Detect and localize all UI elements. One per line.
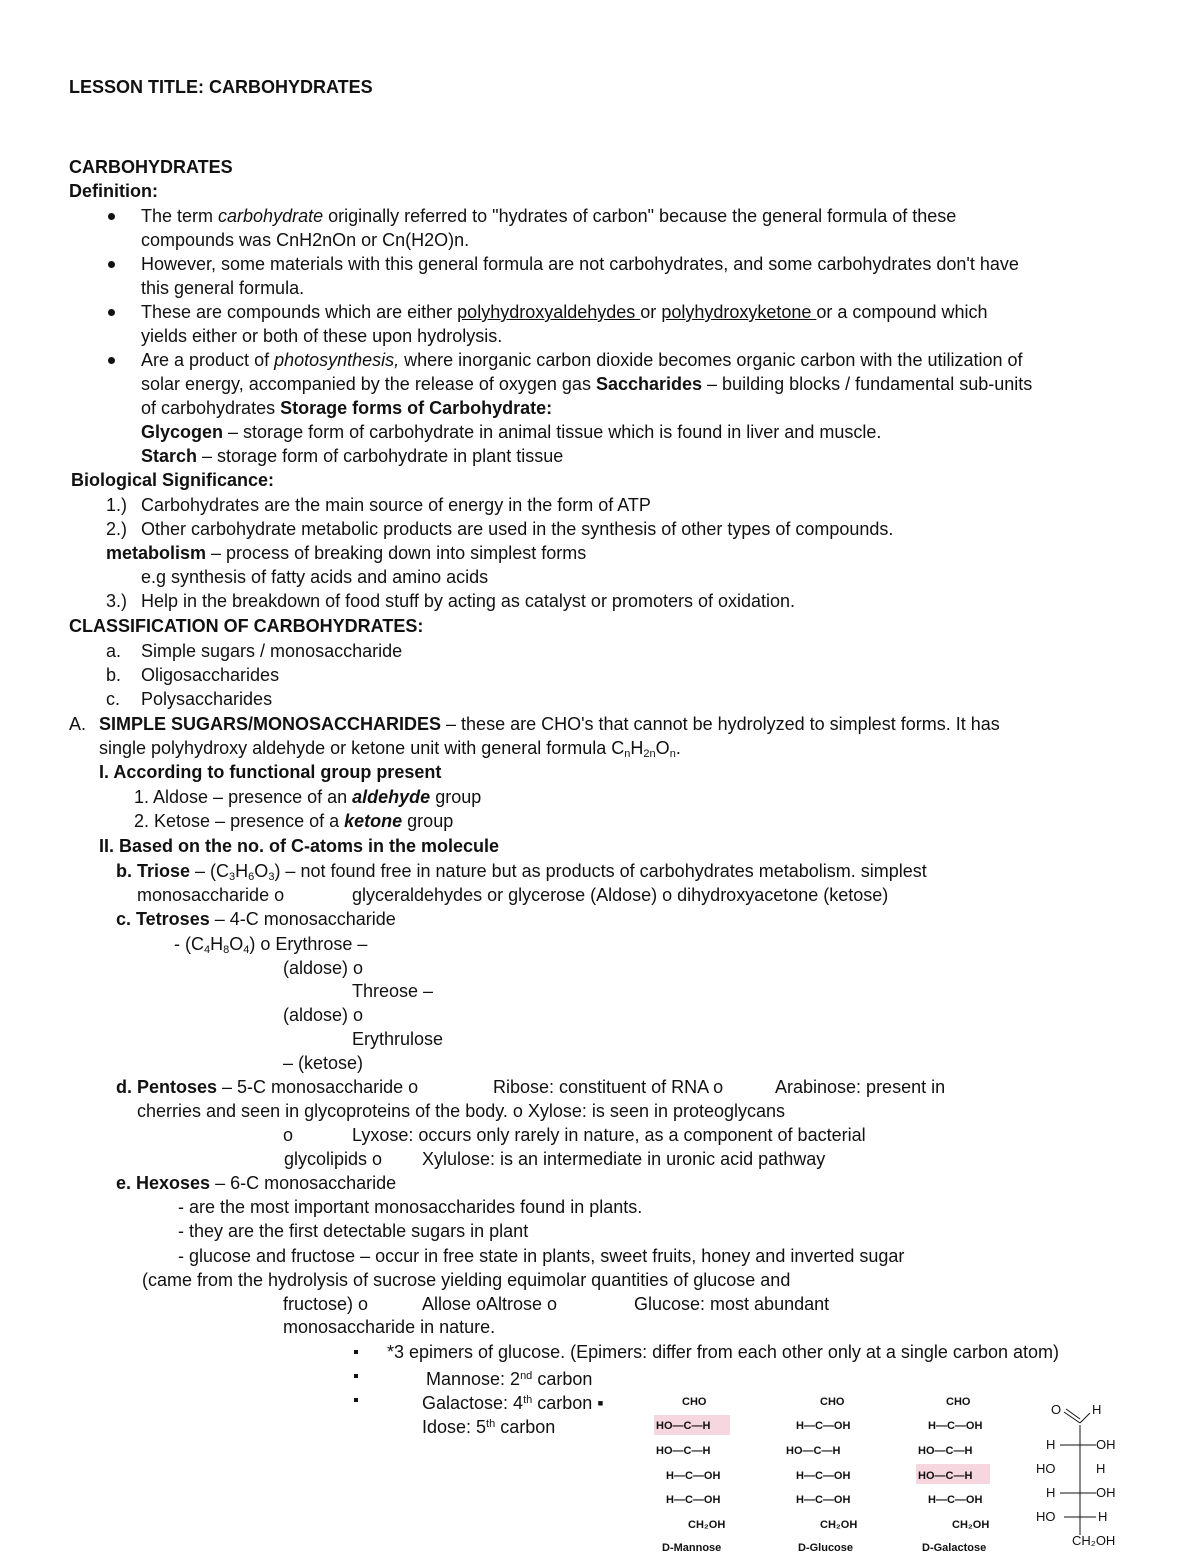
definition-bullet-4: Are a product of photosynthesis, where inorganic carbon dioxide becomes organic carbon with the utilization of [141,350,1023,370]
pentoses-arabinose: Arabinose: present in [775,1077,946,1097]
tetroses-l6: – (ketose) [283,1053,364,1073]
idose-atom: OH [1096,1485,1116,1500]
hexoses-l4: (came from the hydrolysis of sucrose yielding equimolar quantities of glucose and [142,1270,791,1290]
struct-line: H—C—OH [796,1420,851,1432]
idose-atom: O [1051,1402,1062,1417]
square-bullet [354,1398,358,1402]
struct-line: CHO [820,1396,845,1408]
idose-atom: HO [1036,1461,1056,1476]
struct-line: CH₂OH [820,1519,858,1531]
bio-item-2-num: 2.) [106,519,128,539]
struct-line: HO—C—H [918,1470,973,1482]
galactose-epimer: Galactose: 4th carbon ▪ [422,1393,604,1413]
tetroses-l5: Erythrulose [352,1029,444,1049]
mannose-structure [650,1388,750,1553]
class-b: Oligosaccharides [141,665,280,685]
triose-line: b. Triose – $(C_3H_6O_3)$ – not found free in nature but as products of carbohydrates metabolism. simplest [116,861,927,883]
bullet-dot [108,261,115,268]
idose-epimer: Idose: 5th carbon [422,1417,556,1437]
struct-line: CHO [946,1396,971,1408]
pentoses-l4a: glycolipids o [284,1149,383,1169]
triose-line-2a: monosaccharide o [137,885,285,905]
triose-line-2b: glyceraldehydes or glycerose (Aldose) o dihydroxyacetone (ketose) [352,885,889,905]
struct-line: HO—C—H [656,1420,711,1432]
struct-line: H—C—OH [796,1470,851,1482]
bio-item-2: Other carbohydrate metabolic products are used in the synthesis of other types of compounds. [141,519,894,539]
class-a-letter: a. [106,641,122,661]
ketose-line: 2. Ketose – presence of a ketone group [134,811,454,831]
classification-label: CLASSIFICATION OF CARBOHYDRATES: [69,616,424,636]
pentoses-l3a: o [283,1125,294,1145]
glucose-structure [786,1388,890,1554]
hexoses-l5c: Glucose: most abundant [634,1294,830,1314]
tetroses-l4: (aldose) o [283,1005,364,1025]
square-bullet [354,1374,358,1378]
class-c-letter: c. [106,689,121,709]
bullet-dot [108,357,115,364]
struct-line: CHO [682,1396,707,1408]
functional-group-heading: I. According to functional group present [99,762,442,782]
hexoses-l6: monosaccharide in nature. [283,1317,496,1337]
hexoses-l2: - they are the first detectable sugars in plant [178,1221,529,1241]
hexoses-l3: - glucose and fructose – occur in free state in plants, sweet fruits, honey and inverted sugar [178,1246,905,1266]
class-a: Simple sugars / monosaccharide [141,641,403,661]
struct-line: H—C—OH [928,1494,983,1506]
struct-line: H—C—OH [928,1420,983,1432]
starch-line: Starch – storage form of carbohydrate in plant tissue [141,446,564,466]
bullet-dot [108,309,115,316]
idose-atom: H [1098,1509,1108,1524]
definition-bullet-1: The term carbohydrate originally referred to "hydrates of carbon" because the general formula of these [141,206,957,226]
definition-bullet-4-cont: solar energy, accompanied by the release of oxygen gas Saccharides – building blocks / fundamental sub-units [141,374,1033,394]
metabolism-line: metabolism – process of breaking down into simplest forms [106,543,587,563]
tetroses-l2: (aldose) o [283,958,364,978]
pentoses-l2: cherries and seen in glycoproteins of the body. o Xylose: is seen in proteoglycans [137,1101,786,1121]
simple-sugars-line: SIMPLE SUGARS/MONOSACCHARIDES – these are CHO's that cannot be hydrolyzed to simplest forms. It has [99,714,1000,734]
aldose-line: 1. Aldose – presence of an aldehyde group [134,787,482,807]
pentoses-ribose: Ribose: constituent of RNA o [493,1077,724,1097]
section-heading: CARBOHYDRATES [69,157,233,177]
struct-line: CH₂OH [952,1519,990,1531]
tetroses-line: c. Tetroses – 4-C monosaccharide [116,909,396,929]
definition-label: Definition: [69,181,158,201]
idose-atom: OH [1096,1437,1116,1452]
idose-structure [1030,1395,1130,1553]
struct-line: HO—C—H [656,1445,711,1457]
idose-atom: H [1092,1402,1102,1417]
bio-item-1: Carbohydrates are the main source of energy in the form of ATP [141,495,651,515]
struct-caption: D-Mannose [662,1542,722,1554]
tetroses-formula: - $(C_4H_8O_4)$ o Erythrose – [174,934,368,956]
hexoses-l5b: Allose oAltrose o [422,1294,558,1314]
pentoses-line: d. Pentoses – 5-C monosaccharide o [116,1077,419,1097]
struct-line: HO—C—H [918,1445,973,1457]
pentoses-l4b: Xylulose: is an intermediate in uronic acid pathway [422,1149,826,1169]
square-bullet [354,1350,358,1354]
idose-atom: HO [1036,1509,1056,1524]
epimers-line: *3 epimers of glucose. (Epimers: differ from each other only at a single carbon atom) [387,1342,1059,1362]
struct-caption: D-Glucose [798,1542,854,1554]
struct-line: HO—C—H [786,1445,841,1457]
definition-bullet-3-cont: yields either or both of these upon hydrolysis. [141,326,503,346]
bio-significance-label: Biological Significance: [71,470,275,490]
metabolism-example: e.g synthesis of fatty acids and amino acids [141,567,489,587]
definition-bullet-1-cont: compounds was CnH2nOn or Cn(H2O)n. [141,230,470,250]
struct-line: H—C—OH [666,1470,721,1482]
idose-atom: H [1046,1485,1056,1500]
hexoses-line: e. Hexoses – 6-C monosaccharide [116,1173,397,1193]
idose-atom: H [1046,1437,1056,1452]
bio-item-3: Help in the breakdown of food stuff by acting as catalyst or promoters of oxidation. [141,591,796,611]
bio-item-3-num: 3.) [106,591,128,611]
simple-sugars-line-2: single polyhydroxy aldehyde or ketone unit with general formula $C_nH_{2n}O_n$. [99,738,681,760]
definition-bullet-2: However, some materials with this general formula are not carbohydrates, and some carbohydrates don't have [141,254,1019,274]
class-c: Polysaccharides [141,689,273,709]
hexoses-l1: - are the most important monosaccharides found in plants. [178,1197,643,1217]
definition-bullet-2-cont: this general formula. [141,278,305,298]
bullet-dot [108,213,115,220]
glycogen-line: Glycogen – storage form of carbohydrate in animal tissue which is found in liver and muscle. [141,422,882,442]
struct-line: H—C—OH [666,1494,721,1506]
hexoses-l5a: fructose) o [283,1294,369,1314]
struct-line: CH₂OH [688,1519,726,1531]
galactose-structure [918,1388,1018,1553]
struct-caption: D-Galactose [922,1542,987,1554]
lesson-title: LESSON TITLE: CARBOHYDRATES [69,77,373,97]
carbon-atoms-heading: II. Based on the no. of C-atoms in the molecule [99,836,500,856]
simple-sugars-letter: A. [69,714,87,734]
definition-bullet-3: These are compounds which are either polyhydroxyaldehydes or polyhydroxyketone or a compound which [141,302,988,322]
definition-bullet-4-cont2: of carbohydrates Storage forms of Carbohydrate: [141,398,553,418]
class-b-letter: b. [106,665,122,685]
idose-atom: CH₂OH [1072,1533,1116,1548]
tetroses-l3: Threose – [352,981,434,1001]
struct-line: H—C—OH [796,1494,851,1506]
pentoses-l3b: Lyxose: occurs only rarely in nature, as a component of bacterial [352,1125,866,1145]
mannose-epimer: Mannose: 2nd carbon [426,1369,593,1389]
idose-atom: H [1096,1461,1106,1476]
bio-item-1-num: 1.) [106,495,128,515]
